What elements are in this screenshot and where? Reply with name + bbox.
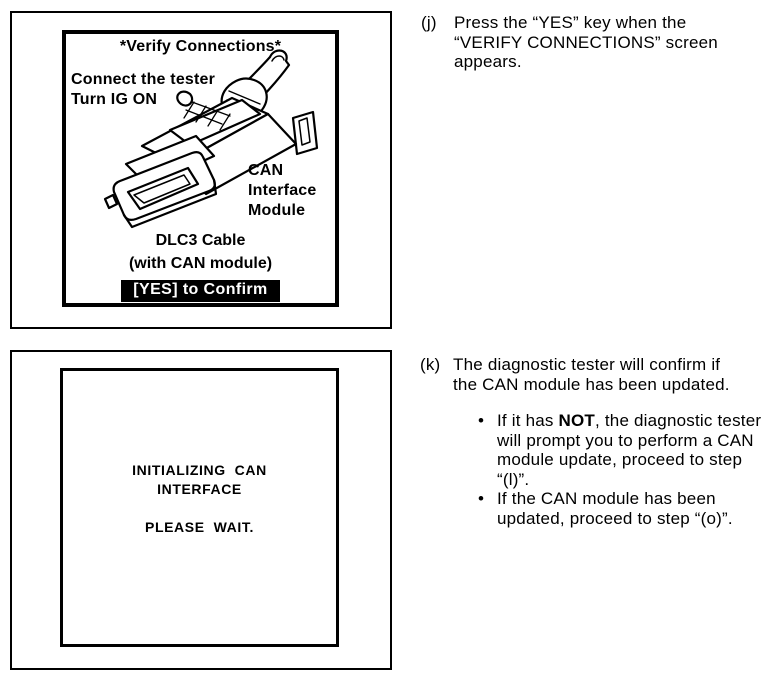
text-line: If it has NOT, the diagnostic tester	[497, 411, 762, 430]
can-module-sublabel: (with CAN module)	[128, 255, 273, 272]
screen-instructions	[71, 70, 215, 110]
can-interface-module-label	[248, 161, 317, 221]
please-wait-line: PLEASE WAIT.	[145, 519, 254, 535]
text-line: appears.	[454, 52, 522, 71]
step-j	[421, 13, 718, 72]
text-line: module update, proceed to step	[497, 450, 743, 469]
not-emphasis: NOT	[558, 411, 596, 430]
step-k	[420, 355, 761, 528]
figure-initializing-can	[10, 350, 392, 670]
text-line: will prompt you to perform a CAN	[497, 430, 754, 450]
bullet-item-not-updated	[453, 411, 761, 489]
text-line: the CAN module has been updated.	[453, 374, 730, 394]
figure-verify-connections	[10, 11, 392, 329]
dlc3-cable-label: DLC3 Cable	[155, 232, 246, 249]
yes-confirm-bar: [YES] to Confirm	[121, 280, 279, 302]
text-line: “(l)”.	[497, 469, 530, 489]
bullet-icon: •	[478, 489, 485, 508]
confirm-bar-row	[66, 280, 335, 302]
tester-screen-verify	[62, 30, 339, 307]
text-line: The diagnostic tester will confirm if	[453, 355, 721, 374]
initializing-message	[63, 461, 336, 537]
text-line: “VERIFY CONNECTIONS” screen	[454, 32, 718, 52]
screen-title: *Verify Connections*	[119, 38, 282, 55]
text-line: Press the “YES” key when the	[454, 13, 687, 32]
bullet-icon: •	[478, 411, 485, 430]
init-line: INITIALIZING CAN	[132, 462, 267, 478]
module-label-line: CAN	[248, 162, 284, 179]
module-label-line: Module	[248, 202, 306, 219]
step-k-label: (k)	[420, 355, 441, 374]
bullet-text	[497, 411, 761, 489]
init-line: INTERFACE	[157, 481, 242, 497]
step-k-bullet-list	[453, 411, 761, 528]
step-k-text	[453, 355, 761, 528]
tester-screen-initializing	[60, 368, 339, 647]
instruction-line: Connect the tester	[71, 71, 216, 88]
text-line: updated, proceed to step “(o)”.	[497, 508, 733, 528]
text-line: If the CAN module has been	[497, 489, 716, 508]
step-j-text	[454, 13, 718, 72]
instruction-line: Turn IG ON	[71, 91, 158, 108]
module-label-line: Interface	[248, 182, 317, 199]
step-j-label: (j)	[421, 13, 437, 32]
bullet-text	[497, 489, 733, 528]
bullet-item-updated	[453, 489, 761, 528]
